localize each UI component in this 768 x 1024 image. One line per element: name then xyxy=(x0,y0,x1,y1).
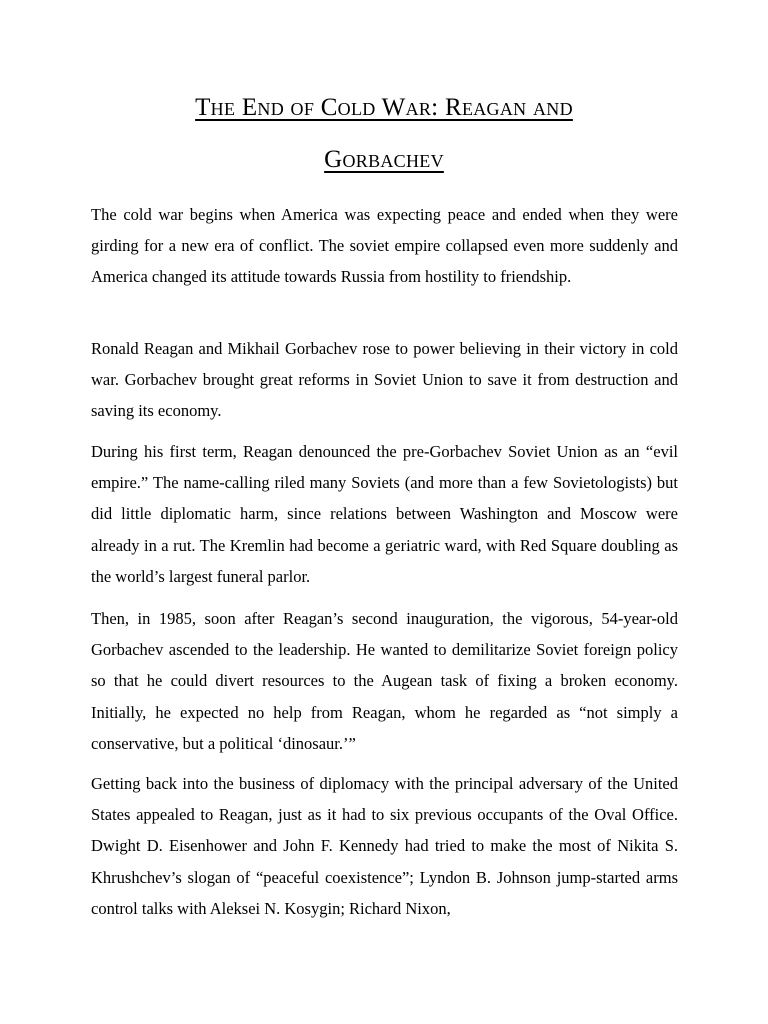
paragraph-2: Ronald Reagan and Mikhail Gorbachev rose to power believing in their victory in cold war. Gorbachev brought great reforms in Soviet Union to save it from destruction and saving its economy. xyxy=(91,339,678,421)
document-title-line-1: The End of Cold War: Reagan and xyxy=(195,94,573,121)
paragraph-1: The cold war begins when America was expecting peace and ended when they were girding for a new era of conflict. The soviet empire collapsed even more suddenly and America changed its attitude towards Russia from hostility to friendship. xyxy=(91,205,678,287)
document-title-line-2: Gorbachev xyxy=(324,146,444,173)
paragraph-5: Getting back into the business of diplomacy with the principal adversary of the United States appealed to Reagan, just as it had to six previous occupants of the Oval Office. Dwight D. Eisenhower and John F. Kennedy had tried to make the most of Nikita S. Khrushchev’s slogan of “peaceful coexistence”; Lyndon B. Johnson jump-started arms control talks with Aleksei N. Kosygin; Richard Nixon, xyxy=(91,774,678,918)
paragraph-4: Then, in 1985, soon after Reagan’s second inauguration, the vigorous, 54-year-old Gorbachev ascended to the leadership. He wanted to demilitarize Soviet foreign policy so that he could divert resources to the Augean task of fixing a broken economy. Initially, he expected no help from Reagan, whom he regarded as “not simply a conservative, but a political ‘dinosaur.’” xyxy=(91,609,678,753)
paragraph-3: During his first term, Reagan denounced the pre-Gorbachev Soviet Union as an “evil empire.” The name-calling riled many Soviets (and more than a few Sovietologists) but did little diplomatic harm, since relations between Washington and Moscow were already in a rut. The Kremlin had become a geriatric ward, with Red Square doubling as the world’s largest funeral parlor. xyxy=(91,442,678,586)
